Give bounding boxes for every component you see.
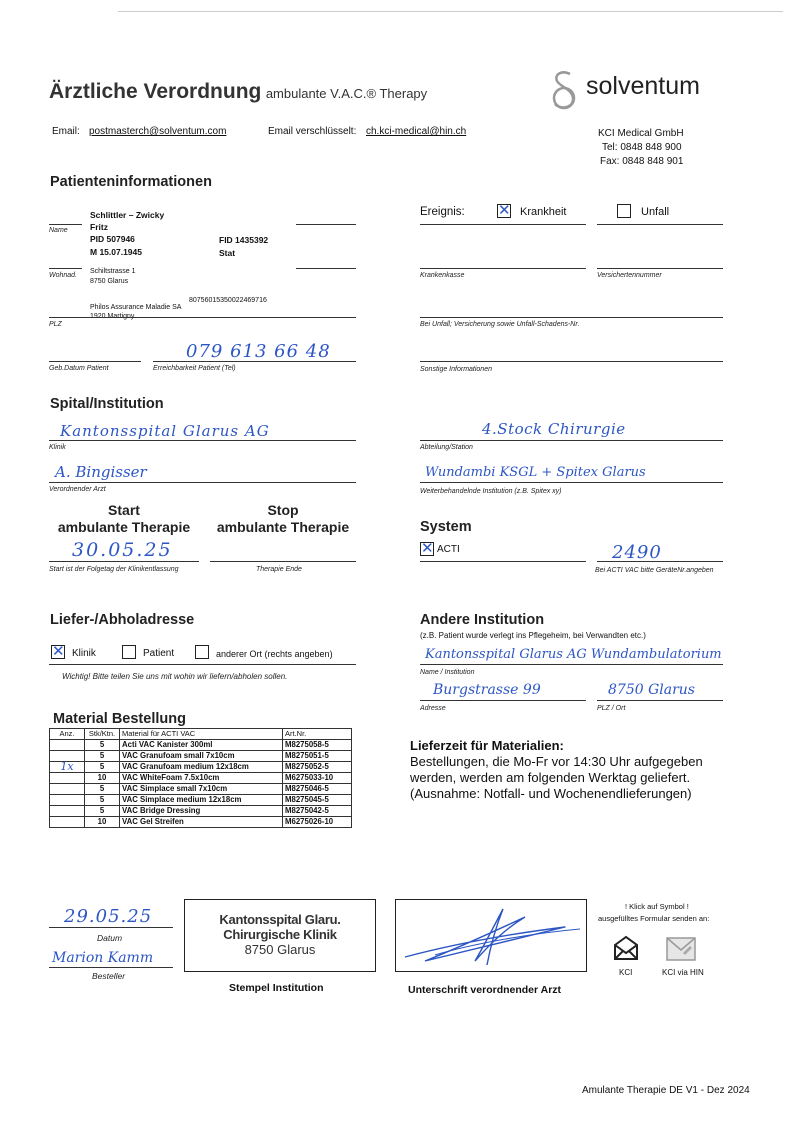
- row-material: VAC Simplace medium 12x18cm: [120, 795, 283, 806]
- andere-name-value: Kantonsspital Glarus AG Wundambulatorium: [425, 647, 722, 662]
- row-artnr: M6275026-10: [283, 817, 352, 828]
- row-material: VAC Gel Streifen: [120, 817, 283, 828]
- lieferzeit-line1: Bestellungen, die Mo-Fr vor 14:30 Uhr aufgegeben: [410, 754, 703, 769]
- row-stk: 10: [85, 817, 120, 828]
- besteller-caption: Besteller: [92, 971, 126, 981]
- acti-label: ACTI: [437, 544, 460, 555]
- gebdatum-line: [49, 361, 141, 362]
- liefer-anderer-checkbox[interactable]: [195, 645, 209, 659]
- stop-heading: [210, 502, 356, 536]
- title-main: Ärztliche Verordnung: [49, 80, 262, 103]
- insurer-number: 80756015350022469716: [189, 297, 267, 304]
- patient-phone: 079 613 66 48: [186, 341, 331, 362]
- geraet-line: [597, 561, 723, 562]
- top-rule: [118, 11, 783, 12]
- patient-sex-dob: M 15.07.1945: [90, 247, 142, 257]
- gebdatum-caption: Geb.Datum Patient: [49, 365, 109, 372]
- andere-plz-value: 8750 Glarus: [608, 682, 695, 698]
- andere-plz-caption: PLZ / Ort: [597, 705, 626, 712]
- abteilung-line: [420, 440, 723, 441]
- table-row: [50, 817, 352, 828]
- liefer-anderer-label: anderer Ort (rechts angeben): [216, 649, 333, 659]
- weiter-line: [420, 482, 723, 483]
- insurer-city: 1920 Martigny: [90, 313, 135, 320]
- start-date-value: 30.05.25: [72, 539, 173, 561]
- email-encrypted-link[interactable]: ch.kci-medical@hin.ch: [366, 126, 467, 137]
- krankheit-checkmark: ✕: [498, 201, 511, 219]
- patient-fid: FID 1435392: [219, 235, 269, 245]
- plz-line: [49, 317, 356, 318]
- andere-adresse-caption: Adresse: [420, 705, 446, 712]
- klinik-caption: Klinik: [49, 444, 66, 451]
- lieferzeit-block: [410, 738, 703, 802]
- ereignis-line-right: [597, 224, 723, 225]
- acti-line: [420, 561, 586, 562]
- patient-firstname: Fritz: [90, 222, 108, 232]
- unterschrift-caption: Unterschrift verordnender Arzt: [408, 984, 562, 996]
- datum-line: [49, 927, 173, 928]
- versicherten-line: [597, 268, 723, 269]
- stamp-line1: Kantonsspital Glaru.: [219, 912, 341, 927]
- row-artnr: M8275042-5: [283, 806, 352, 817]
- weiter-caption: Weiterbehandelnde Institution (z.B. Spitex xy): [420, 488, 562, 495]
- start-heading-l1: Start: [108, 502, 140, 518]
- ereignis-label: Ereignis:: [420, 206, 465, 218]
- wohnad-line-right: [296, 268, 356, 269]
- row-stk: 10: [85, 773, 120, 784]
- liefer-klinik-label: Klinik: [72, 648, 96, 659]
- row-stk: 5: [85, 806, 120, 817]
- row-material: VAC Granufoam medium 12x18cm: [120, 762, 283, 773]
- row-anz[interactable]: [50, 817, 85, 828]
- andere-plz-line: [597, 700, 723, 701]
- abteilung-caption: Abteilung/Station: [420, 444, 473, 451]
- header-material: Material für ACTI VAC: [120, 729, 283, 740]
- arzt-value: A. Bingisser: [55, 463, 147, 481]
- stamp-line3: 8750 Glarus: [244, 942, 316, 957]
- row-material: VAC Simplace small 7x10cm: [120, 784, 283, 795]
- end-date-line: [210, 561, 356, 562]
- andere-name-caption: Name / Institution: [420, 669, 475, 676]
- table-row: [50, 773, 352, 784]
- title-sub: ambulante V.A.C.® Therapy: [265, 86, 428, 101]
- row-artnr: M8275058-5: [283, 740, 352, 751]
- envelope-hin-icon[interactable]: [666, 937, 696, 961]
- section-patient: Patienteninformationen: [50, 174, 212, 190]
- liefer-patient-checkbox[interactable]: [122, 645, 136, 659]
- name-caption: Name: [49, 227, 68, 234]
- row-stk: 5: [85, 784, 120, 795]
- section-spital: Spital/Institution: [50, 396, 164, 412]
- insurer-name: Philos Assurance Maladie SA: [90, 304, 182, 311]
- row-artnr: M8275046-5: [283, 784, 352, 795]
- table-row: [50, 795, 352, 806]
- section-liefer: Liefer-/Abholadresse: [50, 612, 195, 628]
- row-stk: 5: [85, 740, 120, 751]
- table-row: [50, 740, 352, 751]
- name-line-left: [49, 224, 82, 225]
- sonstige-caption: Sonstige Informationen: [420, 366, 492, 373]
- row-material: VAC WhiteFoam 7.5x10cm: [120, 773, 283, 784]
- unfall-versicherung-line: [420, 317, 723, 318]
- signature-scribble: [395, 899, 587, 972]
- stamp: [190, 912, 370, 957]
- email-encrypted-label: Email verschlüsselt:: [268, 126, 357, 137]
- acti-checkmark: ✕: [421, 539, 434, 557]
- klick-line1: ! Klick auf Symbol !: [625, 902, 689, 911]
- name-line-right: [296, 224, 356, 225]
- start-date-line: [49, 561, 199, 562]
- besteller-line: [49, 967, 173, 968]
- phone-caption: Erreichbarkeit Patient (Tel): [153, 365, 236, 372]
- ereignis-line-left: [420, 224, 586, 225]
- email-link[interactable]: postmasterch@solventum.com: [89, 126, 227, 137]
- weiter-value: Wundambi KSGL + Spitex Glarus: [425, 465, 646, 480]
- row-material: VAC Granufoam small 7x10cm: [120, 751, 283, 762]
- patient-street: Schiltstrasse 1: [90, 268, 136, 275]
- kci-label: KCI: [619, 968, 633, 977]
- stamp-line2: Chirurgische Klinik: [223, 927, 337, 942]
- row-material: VAC Bridge Dressing: [120, 806, 283, 817]
- wohnad-line-left: [49, 268, 82, 269]
- email-label: Email:: [52, 126, 80, 137]
- solventum-s-icon: [548, 68, 582, 112]
- datum-caption: Datum: [97, 933, 123, 943]
- krankenkasse-line: [420, 268, 586, 269]
- datum-value: 29.05.25: [64, 906, 153, 927]
- unfall-label: Unfall: [641, 206, 670, 218]
- phone-line: [153, 361, 356, 362]
- stop-heading-l1: Stop: [267, 502, 299, 518]
- header-artnr: Art.Nr.: [283, 729, 352, 740]
- row-material: Acti VAC Kanister 300ml: [120, 740, 283, 751]
- andere-hint: (z.B. Patient wurde verlegt ins Pflegeheim, bei Verwandten etc.): [420, 631, 646, 640]
- header-anz: Anz.: [50, 729, 85, 740]
- material-table: [49, 728, 352, 828]
- andere-adresse-line: [420, 700, 586, 701]
- kci-hin-label: KCI via HIN: [662, 968, 704, 977]
- patient-city: 8750 Glarus: [90, 278, 129, 285]
- liefer-patient-label: Patient: [143, 648, 175, 659]
- patient-stat: Stat: [219, 248, 236, 258]
- geraet-caption: Bei ACTI VAC bitte GeräteNr.angeben: [595, 567, 714, 574]
- andere-adresse-value: Burgstrasse 99: [433, 682, 541, 698]
- liefer-note: Wichtig! Bitte teilen Sie uns mit wohin wir liefern/abholen sollen.: [62, 672, 288, 681]
- plz-caption: PLZ: [49, 321, 62, 328]
- material-header-row: [50, 729, 352, 740]
- stop-heading-l2: ambulante Therapie: [216, 519, 350, 535]
- end-date-caption: Therapie Ende: [256, 566, 302, 573]
- section-material: Material Bestellung: [53, 711, 186, 727]
- brand-name: solventum: [586, 72, 700, 100]
- geraet-value: 2490: [612, 542, 662, 563]
- row-anz[interactable]: [50, 795, 85, 806]
- row-stk: 5: [85, 751, 120, 762]
- version-label: Amulante Therapie DE V1 - Dez 2024: [582, 1085, 750, 1096]
- start-date-caption: Start ist der Folgetag der Klinikentlassung: [49, 566, 179, 573]
- arzt-line: [49, 482, 356, 483]
- start-heading-l2: ambulante Therapie: [57, 519, 191, 535]
- sonstige-line: [420, 361, 723, 362]
- liefer-line: [49, 664, 356, 665]
- row-stk: 5: [85, 795, 120, 806]
- row-artnr: M8275051-5: [283, 751, 352, 762]
- klinik-line: [49, 440, 356, 441]
- section-andere: Andere Institution: [420, 612, 545, 628]
- header-stk: Stk/Ktn.: [85, 729, 120, 740]
- row-artnr: M6275033-10: [283, 773, 352, 784]
- krankheit-label: Krankheit: [520, 206, 567, 218]
- table-row: [50, 762, 352, 773]
- patient-name: Schlittler – Zwicky: [90, 210, 165, 220]
- start-heading: [49, 502, 199, 536]
- krankenkasse-caption: Krankenkasse: [420, 272, 465, 279]
- versicherten-caption: Versichertennummer: [597, 272, 662, 279]
- row-anz[interactable]: [50, 806, 85, 817]
- page-title: [49, 80, 427, 104]
- lieferzeit-line2: werden, werden am folgenden Werktag geliefert.: [410, 770, 691, 785]
- row-anz[interactable]: [50, 740, 85, 751]
- stempel-caption: Stempel Institution: [229, 982, 324, 994]
- lieferzeit-line3: (Ausnahme: Notfall- und Wochenendlieferungen): [410, 786, 692, 801]
- table-row: [50, 806, 352, 817]
- table-row: [50, 784, 352, 795]
- row-artnr: M8275052-5: [283, 762, 352, 773]
- liefer-klinik-checkmark: ✕: [52, 642, 65, 660]
- andere-name-line: [420, 664, 723, 665]
- patient-pid: PID 507946: [90, 234, 135, 244]
- row-artnr: M8275045-5: [283, 795, 352, 806]
- table-row: [50, 751, 352, 762]
- wohnad-caption: Wohnad.: [49, 272, 78, 279]
- row-anz[interactable]: [50, 773, 85, 784]
- envelope-kci-icon[interactable]: [612, 934, 640, 962]
- company-fax: Fax: 0848 848 901: [600, 156, 684, 167]
- row-stk: 5: [85, 762, 120, 773]
- solventum-logo: [548, 68, 718, 114]
- section-system: System: [420, 519, 472, 535]
- row-anz[interactable]: [50, 784, 85, 795]
- abteilung-value: 4.Stock Chirurgie: [482, 420, 626, 438]
- company-tel: Tel: 0848 848 900: [602, 142, 682, 153]
- klick-line2: ausgefülltes Formular senden an:: [598, 914, 710, 923]
- besteller-value: Marion Kamm: [52, 950, 154, 966]
- unfall-versicherung-caption: Bei Unfall; Versicherung sowie Unfall-Schadens-Nr.: [420, 321, 580, 328]
- arzt-caption: Verordnender Arzt: [49, 486, 106, 493]
- company-name: KCI Medical GmbH: [598, 128, 684, 139]
- row-anz[interactable]: 1x: [50, 762, 85, 773]
- lieferzeit-title: Lieferzeit für Materialien:: [410, 738, 564, 753]
- klinik-value: Kantonsspital Glarus AG: [60, 422, 270, 440]
- unfall-checkbox[interactable]: [617, 204, 631, 218]
